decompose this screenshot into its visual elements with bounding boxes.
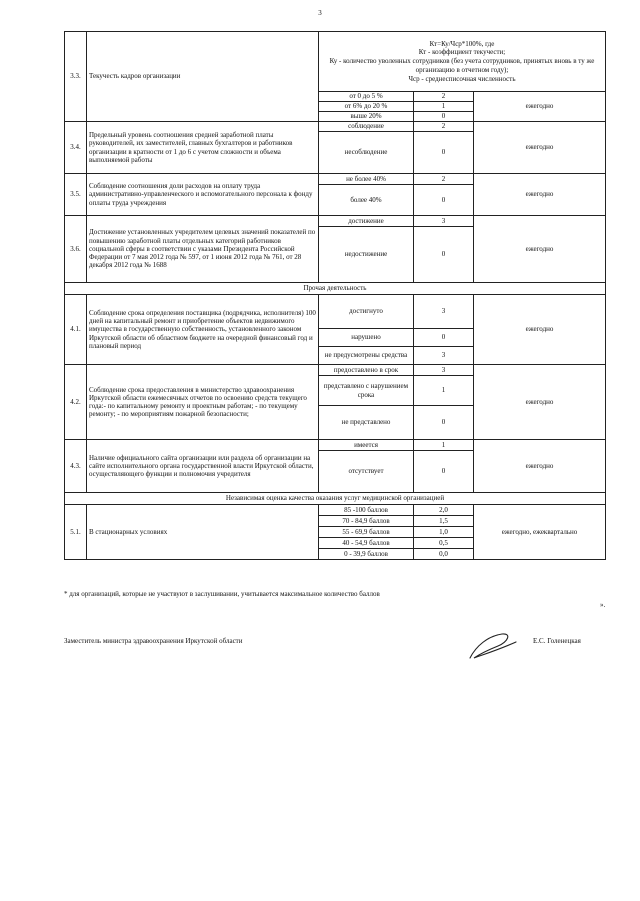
criterion-text: Текучесть кадров организации bbox=[87, 32, 319, 122]
score: 0 bbox=[414, 329, 474, 347]
score: 1 bbox=[414, 376, 474, 406]
condition: 40 - 54,9 баллов bbox=[319, 538, 414, 549]
score: 1,5 bbox=[414, 516, 474, 527]
condition: 70 - 84,9 баллов bbox=[319, 516, 414, 527]
score: 0 bbox=[414, 406, 474, 440]
condition: от 6% до 20 % bbox=[319, 102, 414, 112]
period: ежегодно, ежеквартально bbox=[474, 505, 606, 560]
criterion-text: В стационарных условиях bbox=[87, 505, 319, 560]
score: 1,0 bbox=[414, 527, 474, 538]
criterion-text: Соблюдение соотношения доли расходов на оплату труда административно-управленческого и вспомогательного персонала к фонду оплаты труда учреждения bbox=[87, 174, 319, 216]
row-number: 3.3. bbox=[65, 32, 87, 122]
row-number: 3.6. bbox=[65, 216, 87, 283]
condition: представлено с нарушением срока bbox=[319, 376, 414, 406]
condition: предоставлено в срок bbox=[319, 365, 414, 376]
score: 1 bbox=[414, 440, 474, 451]
footnote: * для организаций, которые не участвуют в заслушивании, учитывается максимальное количество баллов bbox=[64, 590, 380, 598]
condition: нарушено bbox=[319, 329, 414, 347]
criterion-text: Предельный уровень соотношения средней заработной платы руководителей, их заместителей, главных бухгалтеров и работников организации в кратности от 1 до 6 с учетом сложности и объема выполняемой работы bbox=[87, 122, 319, 174]
period: ежегодно bbox=[474, 216, 606, 283]
condition: достижение bbox=[319, 216, 414, 227]
condition: 0 - 39,9 баллов bbox=[319, 549, 414, 560]
condition: не предусмотрены средства bbox=[319, 347, 414, 365]
formula-line: Кт=Ку/Чср*100%, где bbox=[429, 39, 495, 48]
score: 3 bbox=[414, 295, 474, 329]
score: 0 bbox=[414, 112, 474, 122]
score: 3 bbox=[414, 347, 474, 365]
period: ежегодно bbox=[474, 92, 606, 122]
condition: не представлено bbox=[319, 406, 414, 440]
row-number: 4.3. bbox=[65, 440, 87, 493]
section-heading: Прочая деятельность bbox=[65, 283, 606, 295]
score: 2 bbox=[414, 122, 474, 132]
closing-quote-mark: ». bbox=[600, 601, 606, 609]
score: 0 bbox=[414, 227, 474, 283]
section-heading: Независимая оценка качества оказания услуг медицинской организацией bbox=[65, 493, 606, 505]
criteria-table bbox=[64, 31, 606, 560]
condition: достигнуто bbox=[319, 295, 414, 329]
score: 3 bbox=[414, 365, 474, 376]
row-number: 5.1. bbox=[65, 505, 87, 560]
criterion-text: Соблюдение срока предоставления в министерство здравоохранения Иркутской области ежемесячных отчетов по освоению средств текущего года:- по капитальному ремонту и проектным работам; - по текущему ремонту; - по мероприятиям пожарной безопасности; bbox=[87, 365, 319, 440]
score: 0,0 bbox=[414, 549, 474, 560]
row-number: 3.5. bbox=[65, 174, 87, 216]
condition: соблюдение bbox=[319, 122, 414, 132]
signer-title: Заместитель министра здравоохранения Иркутской области bbox=[64, 637, 243, 645]
condition: от 0 до 5 % bbox=[319, 92, 414, 102]
score: 0 bbox=[414, 451, 474, 493]
score: 0 bbox=[414, 185, 474, 216]
period: ежегодно bbox=[474, 122, 606, 174]
period: ежегодно bbox=[474, 295, 606, 365]
formula-line: Ку - количество уволенных сотрудников (без учета сотрудников, принятых вновь в ту же организацию в отчетном году); bbox=[329, 57, 595, 74]
score: 2,0 bbox=[414, 505, 474, 516]
formula-cell bbox=[319, 32, 606, 92]
period: ежегодно bbox=[474, 440, 606, 493]
condition: более 40% bbox=[319, 185, 414, 216]
criterion-text: Соблюдение срока определения поставщика (подрядчика, исполнителя) 100 дней на капитальный ремонт и приобретение объектов недвижимого имущества в государственную собственность, установленного законом Иркутской области об областном бюджете на очередной финансовый год и плановый период bbox=[87, 295, 319, 365]
page-number: 3 bbox=[318, 9, 322, 17]
formula-line: Кт - коэффициент текучести; bbox=[418, 48, 506, 57]
score: 3 bbox=[414, 216, 474, 227]
score: 2 bbox=[414, 92, 474, 102]
score: 0,5 bbox=[414, 538, 474, 549]
handwritten-signature bbox=[462, 628, 522, 664]
condition: 85 -100 баллов bbox=[319, 505, 414, 516]
condition: недостижение bbox=[319, 227, 414, 283]
condition: не более 40% bbox=[319, 174, 414, 185]
criterion-text: Достижение установленных учредителем целевых значений показателей по повышению заработной платы отдельных категорий работников социальной сферы в соответствии с указами Президента Российской Федерации от 7 мая 2012 года № 597, от 1 июня 2012 года № 761, от 28 декабря 2012 года № 1688 bbox=[87, 216, 319, 283]
score: 2 bbox=[414, 174, 474, 185]
condition: отсутствует bbox=[319, 451, 414, 493]
row-number: 4.1. bbox=[65, 295, 87, 365]
criterion-text: Наличие официального сайта организации или раздела об организации на сайте исполнительного органа государственной власти Иркутской области, осуществляющего функции и полномочия учредителя bbox=[87, 440, 319, 493]
condition: 55 - 69,9 баллов bbox=[319, 527, 414, 538]
condition: имеется bbox=[319, 440, 414, 451]
period: ежегодно bbox=[474, 174, 606, 216]
signer-name: Е.С. Голенецкая bbox=[533, 637, 581, 645]
formula-line: Чср - среднесписочная численность bbox=[408, 74, 516, 83]
period: ежегодно bbox=[474, 365, 606, 440]
condition: выше 20% bbox=[319, 112, 414, 122]
condition: несоблюдение bbox=[319, 132, 414, 174]
row-number: 3.4. bbox=[65, 122, 87, 174]
row-number: 4.2. bbox=[65, 365, 87, 440]
score: 1 bbox=[414, 102, 474, 112]
score: 0 bbox=[414, 132, 474, 174]
